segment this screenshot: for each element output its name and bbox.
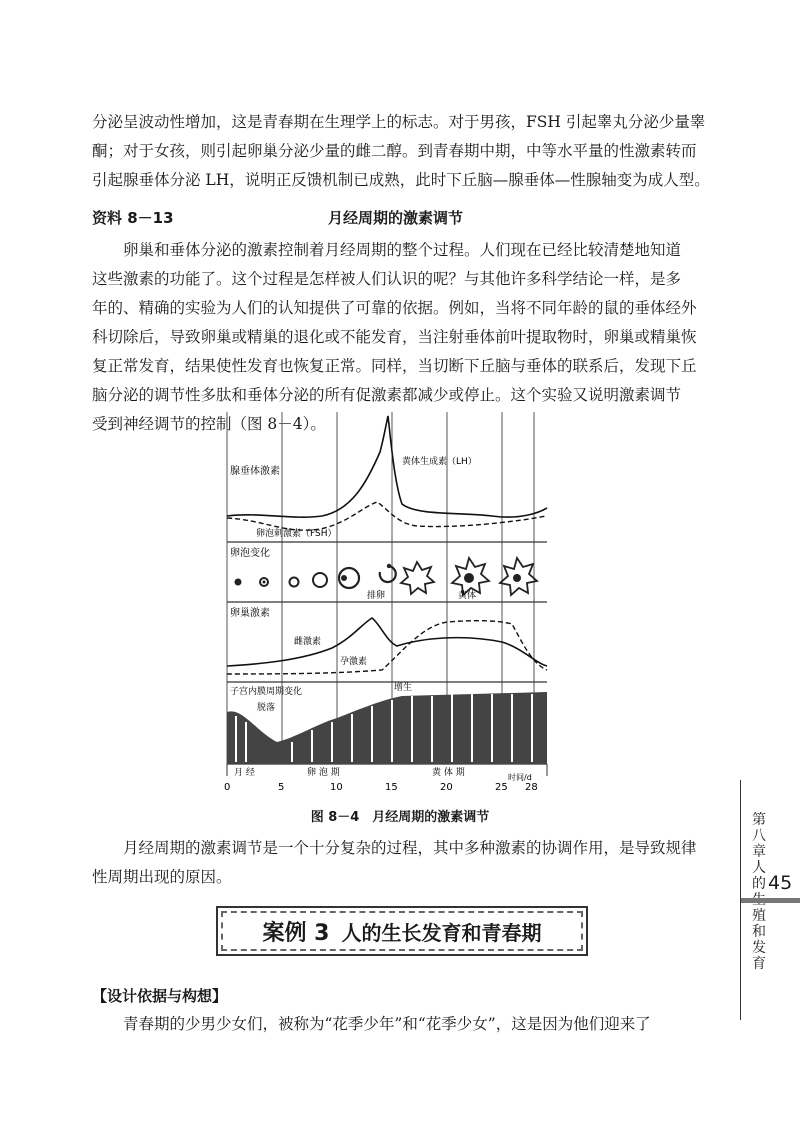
text-line: 青春期的少男少女们，被称为“花季少年”和“花季少女”，这是因为他们迎来了 [123,1015,651,1033]
resource-heading [92,207,712,233]
lh-label: 黄体生成素（LH） [402,457,477,467]
shedding-label: 脱落 [257,703,276,713]
follicle-stages [235,558,538,595]
text-line: 卵巢和垂体分泌的激素控制着月经周期的整个过程。人们现在已经比较清楚地知道 [123,241,682,259]
intro-paragraph [92,108,712,195]
panel-endometrium-label: 子宫内膜周期变化 [230,687,303,697]
case-number: 案例 3 [262,920,330,946]
page-number-bar [741,898,800,903]
text-line: 引起腺垂体分泌 LH，说明正反馈机制已成熟，此时下丘脑—腺垂体—性腺轴变为成人型。 [92,171,710,189]
resource-title: 月经周期的激素调节 [328,209,464,227]
figure-caption: 图 8－4 月经周期的激素调节 [310,810,490,825]
panel-ovarian-label: 卵巢激素 [230,608,270,619]
axis-label: 时间/d [508,773,532,782]
thickening-label: 增生 [394,683,413,693]
design-paragraph [92,1010,712,1039]
corpus-luteum-label: 黄体 [458,591,477,601]
text-line: 这些激素的功能了。这个过程是怎样被人们认识的呢？与其他许多科学结论一样，是多 [92,270,682,288]
text-line: 酮；对于女孩，则引起卵巢分泌少量的雌二醇。到青春期中期，中等水平量的性激素转而 [92,142,697,160]
estrogen-curve [227,618,547,666]
text-line: 脑分泌的调节性多肽和垂体分泌的所有促激素都减少或停止。这个实验又说明激素调节 [92,386,682,404]
axis-tick: 10 [330,782,343,792]
summary-paragraph [92,834,712,892]
panel-follicle-label: 卵泡变化 [230,548,270,559]
case-title: 人的生长发育和青春期 [341,920,542,945]
axis-tick: 15 [385,782,398,792]
hormone-diagram [222,412,552,792]
progesterone-curve [227,621,547,674]
axis-tick: 0 [224,782,231,792]
chapter-tab: 第八章 人的 殖和发育 [752,812,766,972]
text-line: 分泌呈波动性增加，这是青春期在生理学上的标志。对于男孩，FSH 引起睾丸分泌少量睾 [92,113,706,131]
phase-luteal: 黄 体 期 [432,768,465,778]
resource-paragraph [92,236,712,439]
fsh-label: 卵泡刺激素（FSH） [256,529,337,539]
case-heading-box [216,906,588,956]
page-number: 45 [768,872,793,894]
phase-follicular: 卵 泡 期 [307,768,340,778]
axis-tick: 28 [525,782,538,792]
estrogen-label: 雌激素 [294,637,322,647]
resource-label: 资料 8－13 [92,209,174,227]
phase-menstrual: 月 经 [234,768,255,778]
design-heading: 【设计依据与构想】 [92,987,228,1005]
panel-pituitary-label: 腺垂体激素 [230,466,280,477]
menstrual-cycle-figure [222,412,552,792]
text-line: 科切除后，导致卵巢或精巢的退化或不能发育，当注射垂体前叶提取物时，卵巢或精巢恢 [92,328,697,346]
ovulation-label: 排卵 [367,591,386,601]
axis-tick: 20 [440,782,453,792]
progesterone-label: 孕激素 [340,657,368,667]
text-line: 月经周期的激素调节是一个十分复杂的过程，其中多种激素的协调作用，是导致规律 [123,839,697,857]
text-line: 年的、精确的实验为人们的认知提供了可靠的依据。例如，当将不同年龄的鼠的垂体经外 [92,299,697,317]
text-line: 复正常发育，结果使性发育也恢复正常。同样，当切断下丘脑与垂体的联系后，发现下丘 [92,357,697,375]
axis-tick: 5 [278,782,285,792]
axis-tick: 25 [495,782,508,792]
text-line: 性周期出现的原因。 [92,868,232,886]
text-line: 受到神经调节的控制（图 8－4）。 [92,415,326,433]
